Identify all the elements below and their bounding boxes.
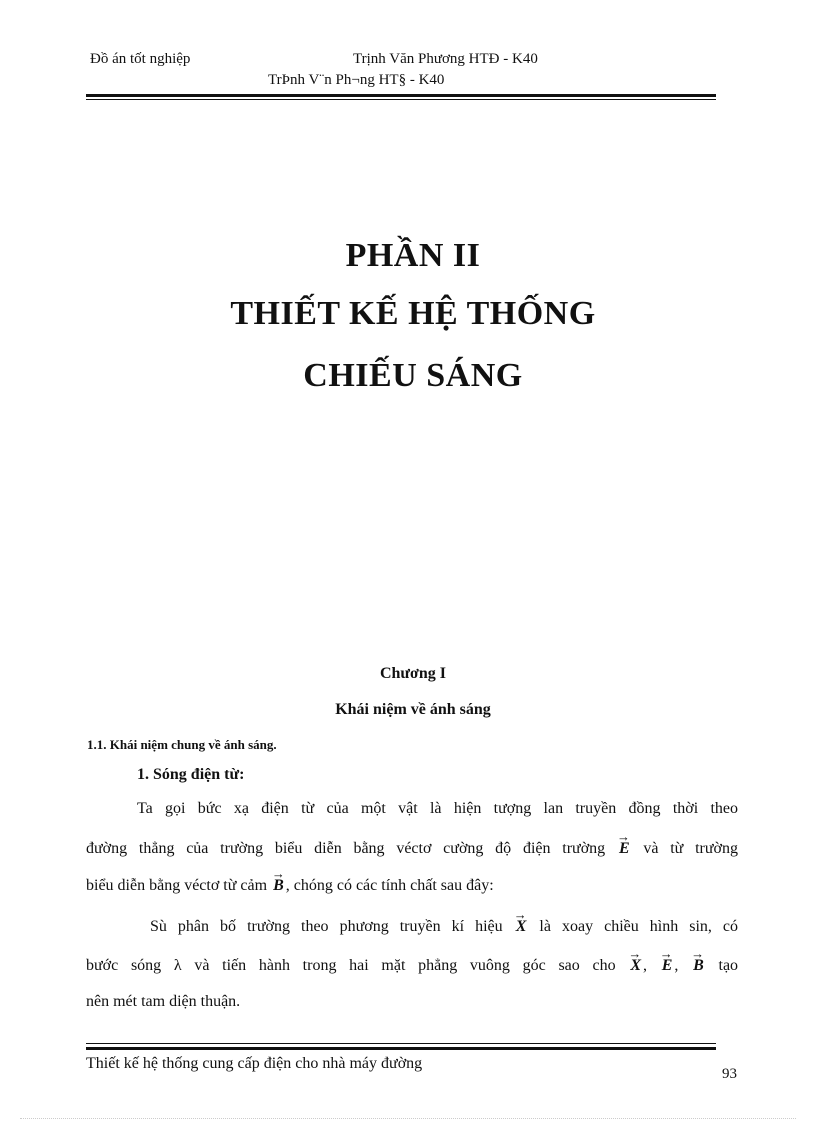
page-number: 93 bbox=[722, 1066, 737, 1082]
footer-rule-thin bbox=[86, 1043, 716, 1044]
header-rule-thin bbox=[86, 99, 716, 100]
subsection-heading: 1. Sóng điện từ: bbox=[137, 766, 245, 783]
vector-b-2: → B bbox=[691, 957, 706, 975]
chapter-label: Chương I bbox=[379, 665, 447, 682]
body-line-4-text-b: là xoay chiều hình sin, có bbox=[539, 918, 739, 935]
header-author: Trịnh Văn Phương HTĐ - K40 bbox=[353, 51, 538, 67]
body-line-1: Ta gọi bức xạ điện từ của một vật là hiện tượng lan truyền đồng thời theo bbox=[137, 800, 738, 817]
body-line-5-text-b: tạo bbox=[718, 957, 739, 974]
body-line-5-text-a: bước sóng λ và tiến hành trong hai mặt phẳng vuông góc sao cho bbox=[86, 957, 616, 974]
header-author-garbled: TrÞnh V¨n Ph¬ng HT§ - K40 bbox=[268, 72, 445, 88]
footer-rule-thick bbox=[86, 1047, 716, 1050]
vector-separator-2: , bbox=[674, 957, 679, 974]
part-title: PHẦN II bbox=[345, 237, 481, 274]
body-line-2-text-a: đường thẳng của trường biểu diễn bằng véctơ cường độ điện trường bbox=[86, 840, 606, 857]
vector-b: → B bbox=[271, 877, 286, 895]
body-line-4-text-a: Sù phân bố trường theo phương truyền kí hiệu bbox=[150, 918, 503, 935]
body-line-5 bbox=[86, 957, 738, 975]
body-line-3-text-a: biểu diễn bằng véctơ từ cảm bbox=[86, 877, 268, 894]
header-left: Đồ án tốt nghiệp bbox=[90, 51, 191, 67]
body-line-2 bbox=[86, 840, 738, 858]
body-line-4 bbox=[150, 918, 738, 936]
body-line-6: nên mét tam diện thuận. bbox=[86, 993, 241, 1010]
vector-e-2: → E bbox=[660, 957, 675, 975]
vector-separator-1: , bbox=[643, 957, 647, 974]
vector-x-2: → X bbox=[628, 957, 643, 975]
part-heading-line1: THIẾT KẾ HỆ THỐNG bbox=[230, 295, 596, 332]
body-line-3-text-b: , chóng có các tính chất sau đây: bbox=[285, 877, 494, 894]
section-heading: 1.1. Khái niệm chung về ánh sáng. bbox=[87, 737, 277, 752]
body-line-2-text-b: và từ trường bbox=[643, 840, 739, 857]
footer-text: Thiết kế hệ thống cung cấp điện cho nhà máy đường bbox=[86, 1055, 423, 1072]
page-bottom-dotted-line bbox=[20, 1118, 796, 1119]
body-line-3 bbox=[86, 877, 738, 895]
part-heading-line2: CHIẾU SÁNG bbox=[303, 357, 523, 394]
header-rule-thick bbox=[86, 94, 716, 97]
vector-e: → E bbox=[617, 840, 632, 858]
vector-x: → X bbox=[514, 918, 529, 936]
chapter-title: Khái niệm về ánh sáng bbox=[335, 701, 491, 718]
